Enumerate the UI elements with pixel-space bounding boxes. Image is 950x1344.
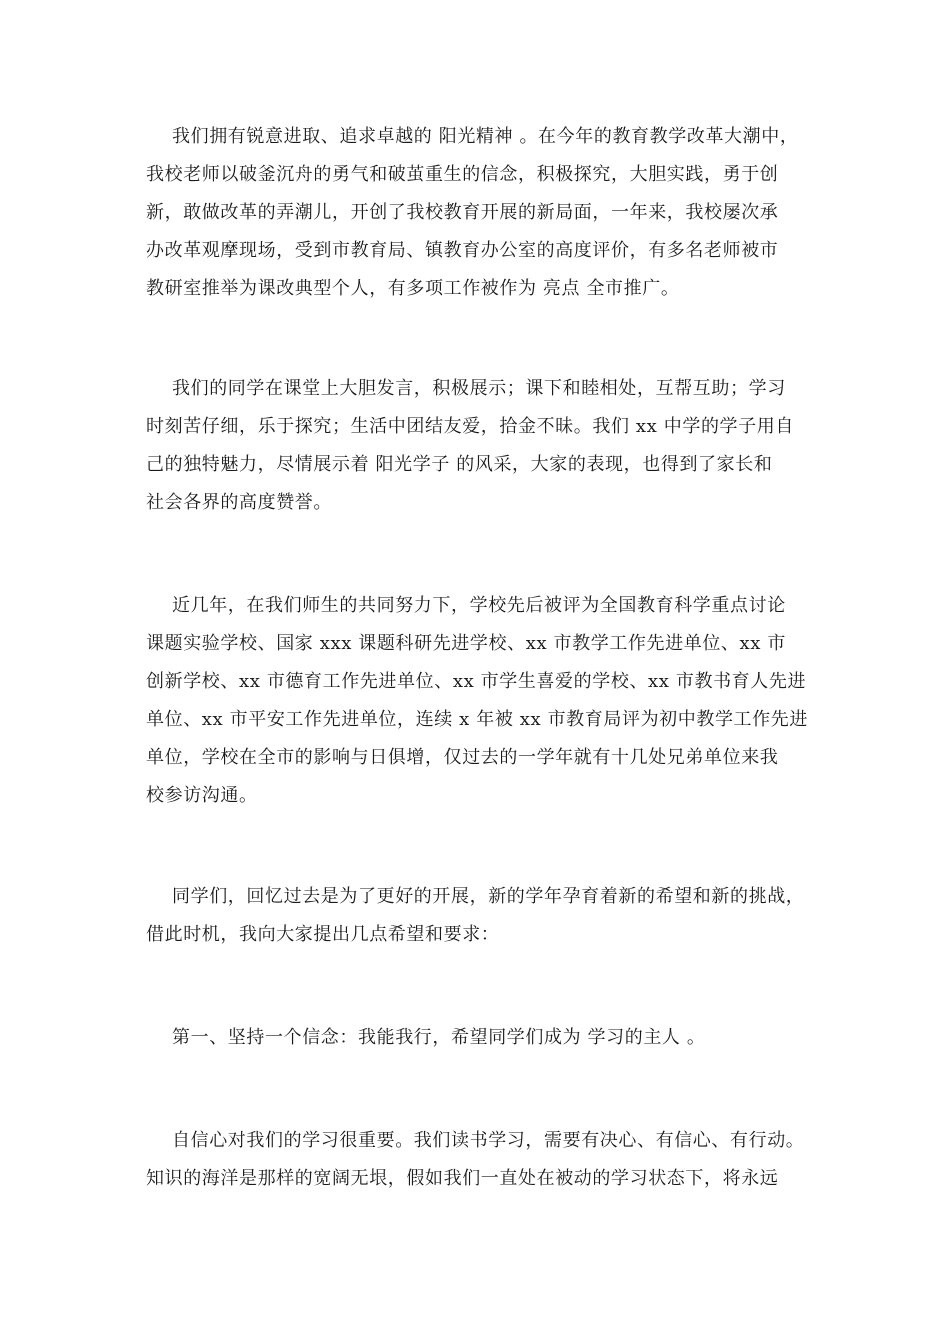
text-line: 自信心对我们的学习很重要。我们读书学习，需要有决心、有信心、有行动。 (172, 1130, 805, 1151)
text-line: 我们拥有锐意进取、追求卓越的 阳光精神 。在今年的教育教学改革大潮中， (172, 126, 799, 147)
text-line: 知识的海洋是那样的宽阔无垠，假如我们一直处在被动的学习状态下，将永远 (146, 1168, 779, 1189)
text-line: 社会各界的高度赞誉。 (146, 492, 332, 513)
text-line: 第一、坚持一个信念：我能我行，希望同学们成为 学习的主人 。 (172, 1027, 706, 1048)
text-line: 借此时机，我向大家提出几点希望和要求： (146, 924, 500, 945)
text-line: 课题实验学校、国家 xxx 课题科研先进学校、xx 市教学工作先进单位、xx 市 (146, 633, 786, 654)
text-line: 近几年，在我们师生的共同努力下，学校先后被评为全国教育科学重点讨论 (172, 595, 786, 616)
text-line: 教研室推举为课改典型个人，有多项工作被作为 亮点 全市推广。 (146, 278, 680, 299)
text-line: 同学们，回忆过去是为了更好的开展，新的学年孕育着新的希望和新的挑战， (172, 886, 805, 907)
text-line: 校参访沟通。 (146, 785, 258, 806)
text-line: 时刻苦仔细，乐于探究；生活中团结友爱，拾金不昧。我们 xx 中学的学子用自 (146, 416, 794, 437)
text-line: 单位、xx 市平安工作先进单位，连续 x 年被 xx 市教育局评为初中教学工作先进 (146, 709, 808, 730)
text-line: 创新学校、xx 市德育工作先进单位、xx 市学生喜爱的学校、xx 市教书育人先进 (146, 671, 807, 692)
text-line: 我们的同学在课堂上大胆发言，积极展示；课下和睦相处，互帮互助；学习 (172, 378, 786, 399)
text-line: 新，敢做改革的弄潮儿，开创了我校教育开展的新局面，一年来，我校屡次承 (146, 202, 779, 223)
text-line: 办改革观摩现场，受到市教育局、镇教育办公室的高度评价，有多名老师被市 (146, 240, 779, 261)
text-line: 单位，学校在全市的影响与日俱增，仅过去的一学年就有十几处兄弟单位来我 (146, 747, 779, 768)
text-line: 己的独特魅力，尽情展示着 阳光学子 的风采，大家的表现，也得到了家长和 (146, 454, 773, 475)
text-line: 我校老师以破釜沉舟的勇气和破茧重生的信念，积极探究，大胆实践，勇于创 (146, 164, 779, 185)
